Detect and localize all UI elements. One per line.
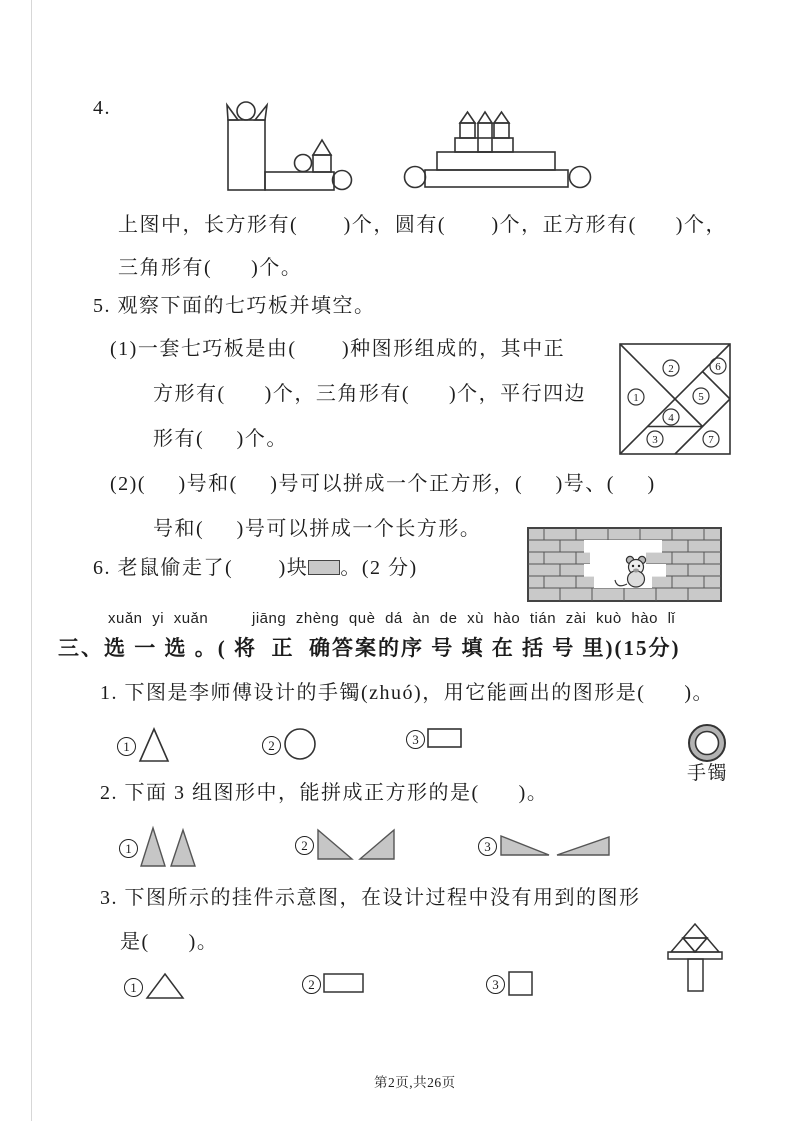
blocks-figure-left [200, 95, 360, 200]
tower1-roof-triangle [460, 112, 475, 123]
tower-rect [228, 120, 265, 190]
tangram-label-1: 1 [633, 392, 639, 404]
tangram-label-5: 5 [698, 391, 704, 403]
tangram-label-7: 7 [708, 434, 714, 446]
house-roof-triangle [313, 140, 331, 155]
q5-part1-line3: 形有( )个。 [153, 428, 288, 450]
sq3-option-3 [486, 970, 534, 997]
house-square [313, 155, 331, 172]
tower3-roof-triangle [494, 112, 509, 123]
scan-edge-line [31, 0, 32, 1121]
sq2-option-1 [119, 826, 202, 868]
circled-2-icon: 2 [262, 736, 281, 755]
q4-number: 4. [93, 97, 111, 119]
bottom-bar-rect [265, 172, 334, 190]
two-tall-triangles-icon [140, 826, 202, 868]
rectangle-outline-icon [323, 972, 365, 994]
bracelet-label: 手镯 [687, 763, 729, 784]
pendant-top-triangle [683, 924, 707, 938]
tangram-label-3: 3 [652, 434, 658, 446]
circled-3-icon: 3 [478, 837, 497, 856]
bar-circle [295, 155, 312, 172]
tangram-half-diagonal [620, 344, 675, 399]
circled-2-icon: 2 [302, 975, 321, 994]
small-row-rect [455, 138, 513, 152]
left-wheel-circle [405, 167, 426, 188]
q6-text [93, 556, 418, 580]
tangram-label-4: 4 [668, 412, 674, 424]
tower3-rect [494, 123, 509, 138]
q4-line1: 上图中，长方形有( )个，圆有( )个，正方形有( )个， [118, 214, 727, 236]
tower2-roof-triangle [478, 112, 492, 123]
q5-part2-line1: (2)( )号和( )号可以拼成一个正方形，( )号、( ) [110, 473, 656, 495]
sq1-text: 1. 下图是李师傅设计的手镯(zhuó)，用它能画出的图形是( )。 [100, 682, 715, 704]
sq3-line2: 是( )。 [120, 931, 219, 953]
circled-3-icon: 3 [406, 730, 425, 749]
sq1-option-2 [262, 727, 317, 761]
circled-1-icon: 1 [119, 839, 138, 858]
circled-1-icon: 1 [117, 737, 136, 756]
rectangle-outline-icon [427, 727, 463, 749]
q6-text-post: 。(2 分) [340, 557, 418, 579]
end-circle [333, 171, 352, 190]
tangram-square-side2 [703, 372, 731, 400]
triangle-outline-icon [145, 972, 185, 1000]
sq1-option-1 [117, 727, 170, 763]
sq3-option-2 [302, 972, 365, 994]
pinyin-instruction: jiāng zhèng què dá àn de xù hào tián zài kuò hào lǐ [252, 610, 676, 627]
top-circle [237, 102, 255, 120]
two-right-triangles-icon [316, 826, 396, 862]
tangram-diagram [619, 343, 731, 455]
sq2-text: 2. 下面 3 组图形中，能拼成正方形的是( )。 [100, 782, 549, 804]
pendant-right-triangle [695, 938, 719, 952]
brick-glyph [308, 560, 340, 575]
q4-line2: 三角形有( )个。 [118, 257, 303, 279]
sq3-option-1 [124, 972, 185, 1000]
circled-1-icon: 1 [124, 978, 143, 997]
square-outline-icon [507, 970, 534, 997]
tangram-labels [628, 358, 726, 447]
right-wing-triangle [255, 105, 267, 120]
right-wheel-circle [570, 167, 591, 188]
pendant-inverted-triangle [683, 938, 707, 952]
pendant-left-triangle [671, 938, 695, 952]
sq2-option-3 [478, 832, 611, 858]
tangram-label-2: 2 [668, 363, 674, 375]
tangram-label-6: 6 [715, 361, 721, 373]
sq1-option-3 [406, 727, 463, 749]
pendant-figure [664, 920, 728, 995]
circle-outline-icon [283, 727, 317, 761]
base-rect [425, 170, 568, 187]
section3-title: 三、选 一 选 。( 将 正 确答案的序 号 填 在 括 号 里)(15分) [58, 636, 681, 660]
q6-text-pre: 6. 老鼠偷走了( )块 [93, 557, 309, 579]
page-footer: 第2页,共26页 [374, 1075, 456, 1090]
q5-part1-line1: (1)一套七巧板是由( )种图形组成的，其中正 [110, 338, 566, 360]
middle-rect [437, 152, 555, 170]
blocks-figure-right [395, 105, 595, 195]
pendant-stem-rect [688, 959, 703, 991]
brick-wall-figure [527, 527, 723, 603]
bracelet-ring-icon [686, 722, 728, 764]
q5-part2-line2: 号和( )号可以拼成一个长方形。 [153, 518, 482, 540]
circled-2-icon: 2 [295, 836, 314, 855]
circled-3-icon: 3 [486, 975, 505, 994]
q5-part1-line2: 方形有( )个，三角形有( )个，平行四边 [153, 383, 587, 405]
two-flat-triangles-icon [499, 832, 611, 858]
pinyin-xuanyixuan: xuǎn yi xuǎn [108, 610, 209, 627]
sq3-line1: 3. 下图所示的挂件示意图，在设计过程中没有用到的图形 [100, 887, 641, 909]
sq2-option-2 [295, 826, 396, 862]
tower1-rect [460, 123, 475, 138]
q5-title: 5. 观察下面的七巧板并填空。 [93, 295, 376, 317]
triangle-outline-icon [138, 727, 170, 763]
